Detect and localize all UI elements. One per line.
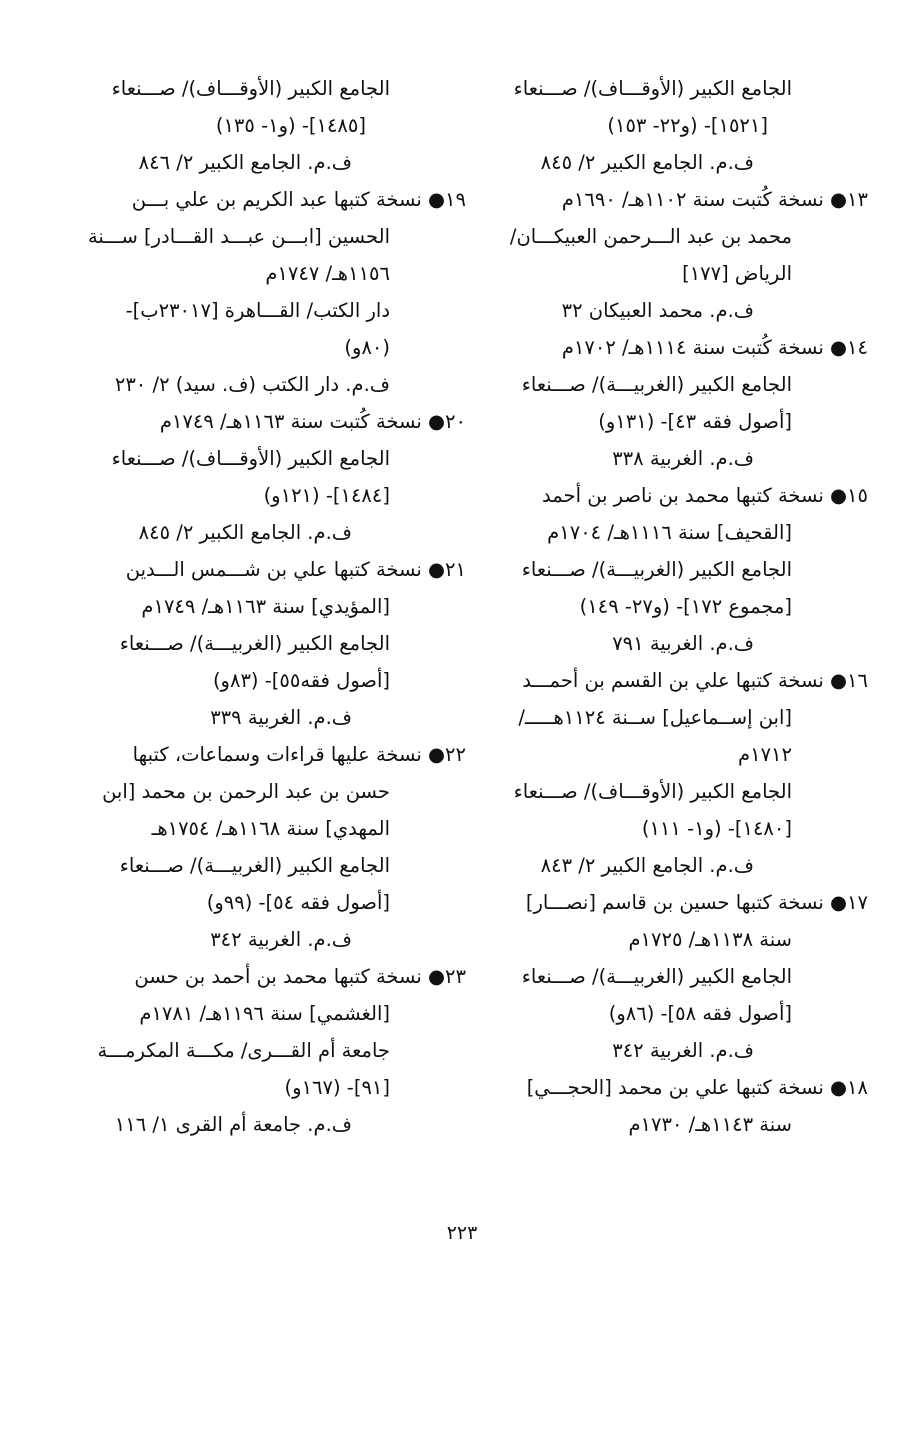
text-line: ١٧١٢م xyxy=(738,743,792,766)
text-line: الحسين [ابـــن عبـــد القـــادر] ســـنة xyxy=(87,225,390,248)
text-line: جامعة أم القـــرى/ مكـــة المكرمـــة xyxy=(97,1039,390,1062)
entry-heading-line: ١٥● نسخة كتبها محمد بن ناصر بن أحمد xyxy=(542,484,868,507)
text-line: ف.م. الجامع الكبير ٢/ ٨٤٦ xyxy=(138,151,352,174)
text-line: ١١٥٦هـ/ ١٧٤٧م xyxy=(265,262,390,285)
entry-heading-line: ٢٠● نسخة كُتبت سنة ١١٦٣هـ/ ١٧٤٩م xyxy=(159,410,466,433)
text-line: [القحيف] سنة ١١١٦هـ/ ١٧٠٤م xyxy=(547,521,792,544)
text-line: المهدي] سنة ١١٦٨هـ/ ١٧٥٤هـ xyxy=(151,817,390,840)
text-line: [١٤٨٤]- (١٢١و) xyxy=(263,484,390,507)
entry-heading-line: ٢٢● نسخة عليها قراءات وسماعات، كتبها xyxy=(132,743,466,766)
text-line: الجامع الكبير (الغربيـــة)/ صـــنعاء xyxy=(521,558,792,581)
text-line: (٨٠و) xyxy=(344,336,390,359)
entry-heading-line: ١٣● نسخة كُتبت سنة ١١٠٢هـ/ ١٦٩٠م xyxy=(561,188,868,211)
text-line: [المؤيدي] سنة ١١٦٣هـ/ ١٧٤٩م xyxy=(141,595,390,618)
text-line: [١٥٢١]- (و٢٢- ١٥٣) xyxy=(607,114,768,137)
text-line: [مجموع ١٧٢]- (و٢٧- ١٤٩) xyxy=(579,595,792,618)
text-line: الجامع الكبير (الأوقـــاف)/ صـــنعاء xyxy=(513,77,792,100)
text-line: ف.م. الغربية ٧٩١ xyxy=(612,632,754,655)
text-line: [أصول فقه ٥٤]- (٩٩و) xyxy=(206,891,390,914)
text-line: ف.م. الغربية ٣٣٨ xyxy=(612,447,754,470)
text-line: ف.م. الجامع الكبير ٢/ ٨٤٣ xyxy=(540,854,754,877)
text-line: [أصول فقه ٤٣]- (١٣١و) xyxy=(598,410,792,433)
left-column xyxy=(87,70,466,1143)
text-line: الجامع الكبير (الغربيـــة)/ صـــنعاء xyxy=(521,373,792,396)
text-line: ف.م. الجامع الكبير ٢/ ٨٤٥ xyxy=(540,151,754,174)
text-line: ف.م. الجامع الكبير ٢/ ٨٤٥ xyxy=(138,521,352,544)
text-line: ف.م. الغربية ٣٤٢ xyxy=(612,1039,754,1062)
text-line: [١٤٨٥]- (و١- ١٣٥) xyxy=(215,114,366,137)
text-line: الجامع الكبير (الأوقـــاف)/ صـــنعاء xyxy=(111,447,390,470)
text-line: الجامع الكبير (الغربيـــة)/ صـــنعاء xyxy=(119,854,390,877)
page-number: ٢٢٣ xyxy=(446,1222,478,1244)
entry-heading-line: ٢١● نسخة كتبها علي بن شـــمس الـــدين xyxy=(125,558,466,581)
text-line: [١٤٨٠]- (و١- ١١١) xyxy=(641,817,792,840)
text-line: ف.م. جامعة أم القرى ١/ ١١٦ xyxy=(114,1113,352,1136)
text-line: ف.م. الغربية ٣٤٢ xyxy=(210,928,352,951)
text-line: [أصول فقه٥٥]- (٨٣و) xyxy=(212,669,390,692)
text-line: الجامع الكبير (الغربيـــة)/ صـــنعاء xyxy=(521,965,792,988)
text-line: [٩١]- (١٦٧و) xyxy=(284,1076,390,1099)
text-line: [ابن إســماعيل] ســنة ١١٢٤هـــــ/ xyxy=(518,706,792,729)
text-line: الرياض [١٧٧] xyxy=(682,262,792,285)
text-line: حسن بن عبد الرحمن بن محمد [ابن xyxy=(102,780,390,803)
text-line: [الغشمي] سنة ١١٩٦هـ/ ١٧٨١م xyxy=(139,1002,390,1025)
text-line: ف.م. دار الكتب (ف. سيد) ٢/ ٢٣٠ xyxy=(114,373,390,396)
entry-heading-line: ١٩● نسخة كتبها عبد الكريم بن علي بـــن xyxy=(131,188,466,211)
text-line: الجامع الكبير (الغربيـــة)/ صـــنعاء xyxy=(119,632,390,655)
text-line: دار الكتب/ القـــاهرة [٢٣٠١٧ب]- xyxy=(125,299,390,322)
entry-heading-line: ١٦● نسخة كتبها علي بن القسم بن أحمـــد xyxy=(522,669,868,692)
text-line: سنة ١١٤٣هـ/ ١٧٣٠م xyxy=(628,1113,792,1136)
text-line: محمد بن عبد الـــرحمن العبيكـــان/ xyxy=(509,225,792,248)
text-line: ف.م. محمد العبيكان ٣٢ xyxy=(561,299,754,322)
entry-heading-line: ١٧● نسخة كتبها حسين بن قاسم [نصـــار] xyxy=(525,891,868,914)
entry-heading-line: ٢٣● نسخة كتبها محمد بن أحمد بن حسن xyxy=(134,965,466,988)
right-column xyxy=(454,70,868,1143)
entry-heading-line: ١٨● نسخة كتبها علي بن محمد [الحجـــي] xyxy=(526,1076,868,1099)
text-line: الجامع الكبير (الأوقـــاف)/ صـــنعاء xyxy=(111,77,390,100)
entry-heading-line: ١٤● نسخة كُتبت سنة ١١١٤هـ/ ١٧٠٢م xyxy=(561,336,868,359)
text-line: الجامع الكبير (الأوقـــاف)/ صـــنعاء xyxy=(513,780,792,803)
text-line: ف.م. الغربية ٣٣٩ xyxy=(210,706,352,729)
text-line: سنة ١١٣٨هـ/ ١٧٢٥م xyxy=(628,928,792,951)
text-line: [أصول فقه ٥٨]- (٨٦و) xyxy=(608,1002,792,1025)
